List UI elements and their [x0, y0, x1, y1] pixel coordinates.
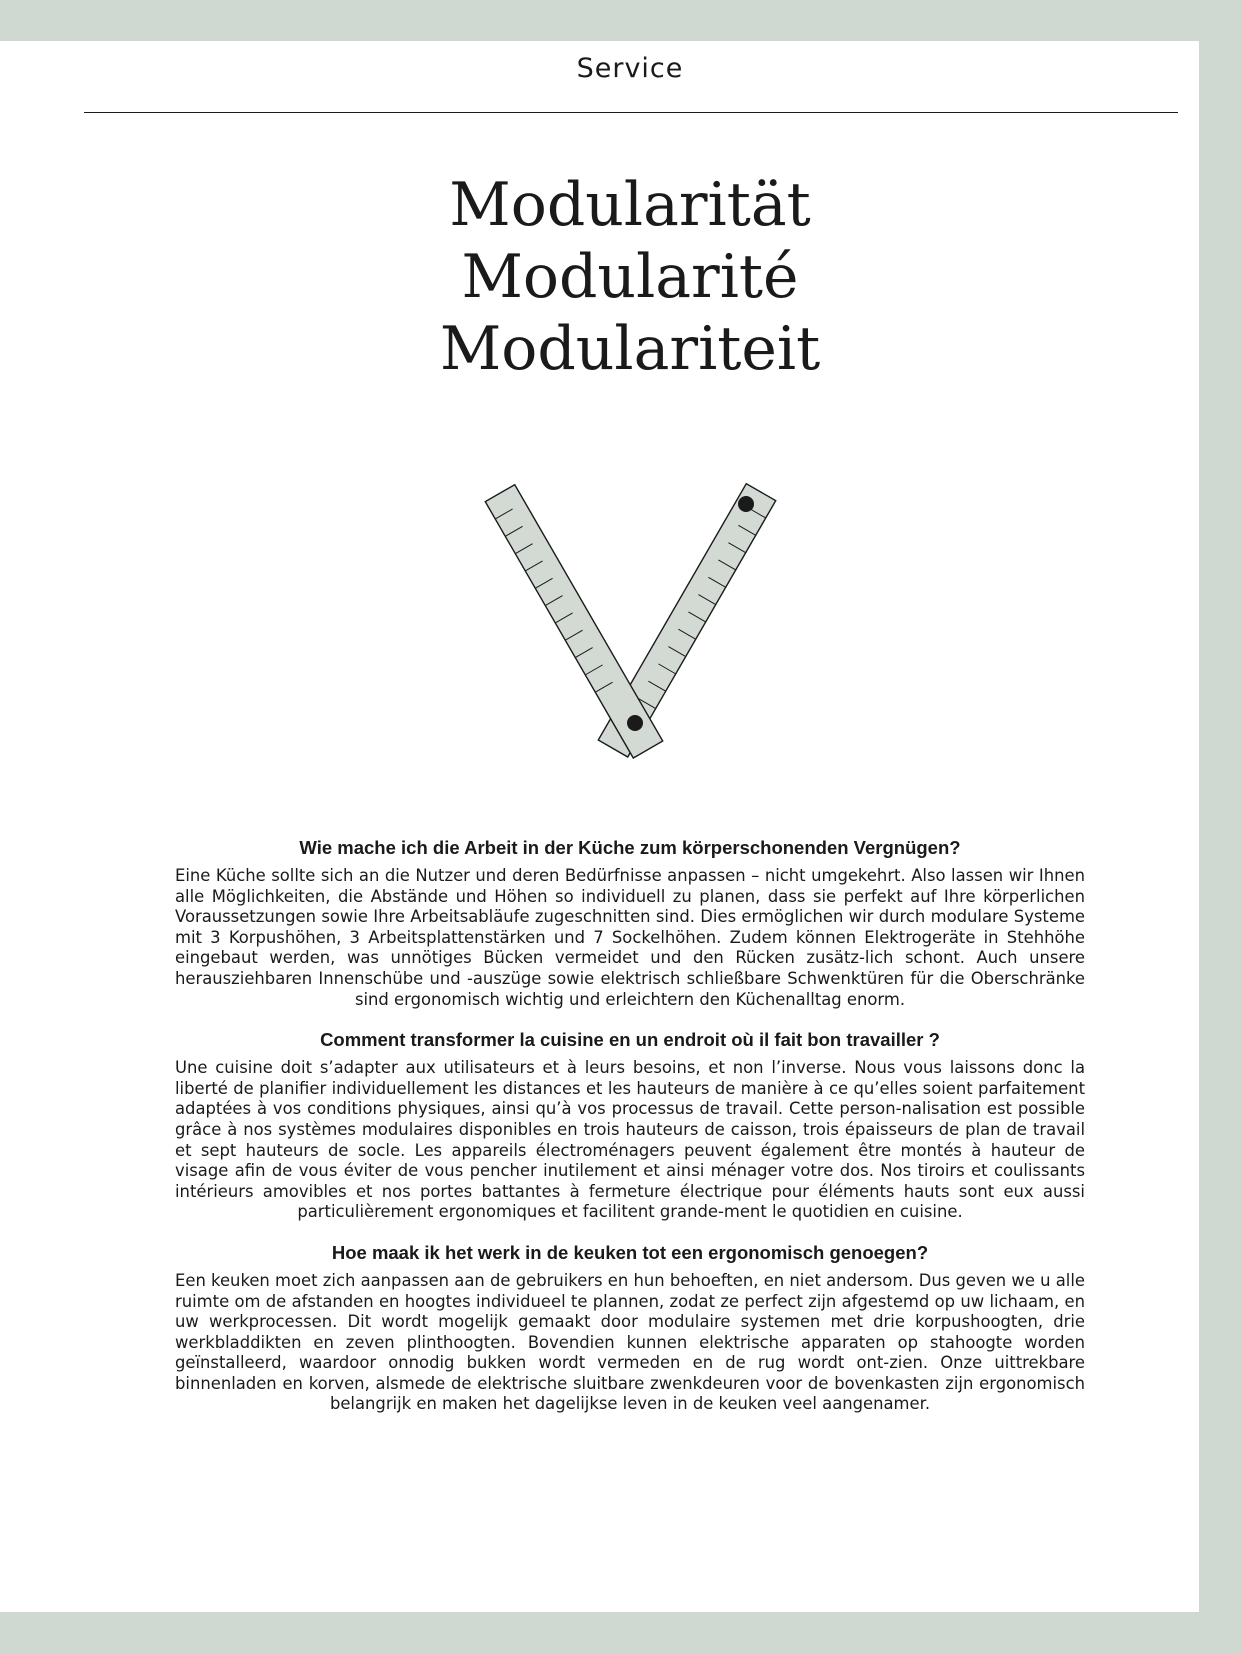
- title-dutch: Modulariteit: [439, 314, 821, 384]
- section-heading-french: Comment transformer la cuisine en un endroit où il fait bon travailler ?: [320, 1029, 940, 1051]
- section-body-dutch: Een keuken moet zich aanpassen aan de gebruikers en hun behoeften, en niet andersom. Dus geven we u alle ruimte om de afstanden en hoogtes individueel te plannen, zodat ze perfect zijn afgestemd op uw lichaam, en uw werkprocessen. Dit wordt mogelijk gemaakt door modulaire systemen met drie korpushoogten, drie werkbladdikten en zeven plinthoogten. Bovendien kunnen elektrische apparaten op stahoogte worden geïnstalleerd, waardoor onnodig bukken wordt vermeden en de rug wordt ont-zien. Onze uittrekbare binnenladen en korven, alsmede de elektrische sluitbare zwenkdeuren voor de bovenkasten zijn ergonomisch belangrijk en maken het dagelijkse leven in de keuken veel aangenamer.: [175, 1270, 1085, 1414]
- title-french: Modularité: [461, 242, 799, 312]
- section-heading-dutch: Hoe maak ik het werk in de keuken tot een ergonomisch genoegen?: [331, 1241, 929, 1263]
- ruler-rivet-top: [738, 496, 754, 512]
- text-content: [175, 836, 1085, 1433]
- title-german: Modularität: [449, 170, 811, 240]
- page-sheet: [0, 41, 1199, 1612]
- folding-ruler-icon: [484, 430, 784, 770]
- ruler-rivet-hinge: [627, 715, 643, 731]
- page-title-block: [0, 169, 1241, 385]
- section-header-label: Service: [576, 53, 684, 84]
- header-divider: [84, 112, 1178, 113]
- section-body-german: Eine Küche sollte sich an die Nutzer und deren Bedürfnisse anpassen – nicht umgekehrt. Also lassen wir Ihnen alle Möglichkeiten, die Abstände und Höhen so individuell zu planen, dass sie perfekt auf Ihre körperlichen Voraussetzungen sowie Ihre Arbeitsabläufe zugeschnitten sind. Dies ermöglichen wir durch modulare Systeme mit 3 Korpushöhen, 3 Arbeitsplattenstärken und 7 Sockelhöhen. Zudem können Elektrogeräte in Stehhöhe eingebaut werden, was unnötiges Bücken vermeidet und den Rücken zusätz-lich schont. Auch unsere herausziehbaren Innenschübe und -auszüge sowie elektrisch schließbare Schwenktüren für die Oberschränke sind ergonomisch wichtig und erleichtern den Küchenalltag enorm.: [175, 866, 1085, 1009]
- section-body-french: Une cuisine doit s’adapter aux utilisateurs et à leurs besoins, et non l’inverse. Nous vous laissons donc la liberté de planifier individuellement les distances et les hauteurs de manière à ce qu’elles soient parfaitement adaptées à vos conditions physiques, ainsi qu’à vos processus de travail. Cette person-nalisation est possible grâce à nos systèmes modulaires disponibles en trois hauteurs de caisson, trois épaisseurs de plan de travail et sept hauteurs de socle. Les appareils électroménagers peuvent également être montés à hauteur de visage afin de vous éviter de vous pencher inutilement et ainsi ménager votre dos. Nos tiroirs et coulissants intérieurs amovibles et nos portes battantes à fermeture électrique pour éléments hauts sont eux aussi particulièrement ergonomiques et facilitent grande-ment le quotidien en cuisine.: [175, 1058, 1085, 1222]
- section-heading-german: Wie mache ich die Arbeit in der Küche zum körperschonenden Vergnügen?: [299, 837, 961, 858]
